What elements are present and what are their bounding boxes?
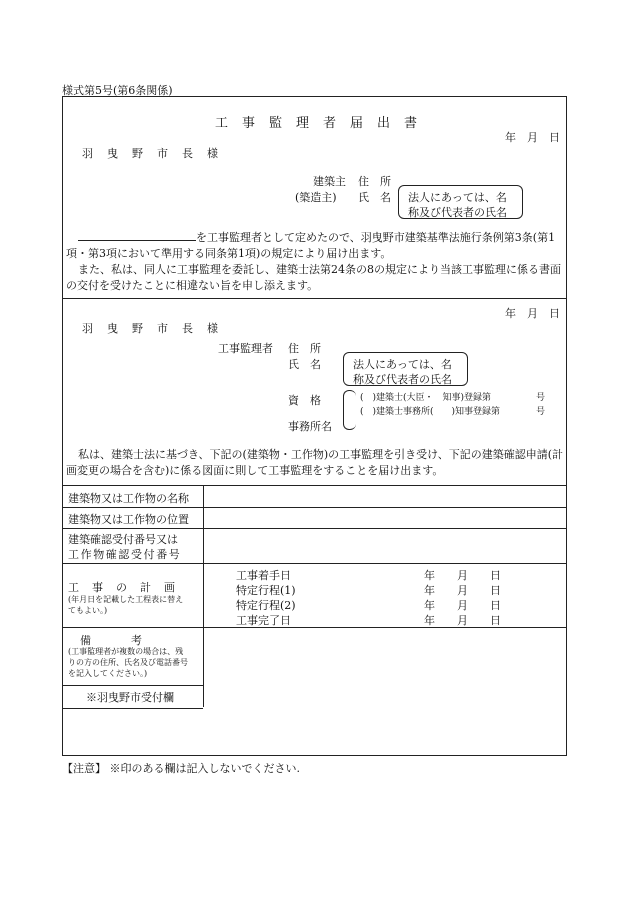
section-divider — [62, 298, 567, 299]
declaration-1: を工事監理者として定めたので、羽曳野市建築基準法施行条例第3条(第1項・第3項において準用する同条第1項)の規定により届け出ます。 — [66, 231, 556, 260]
footer-note: 【注意】 ※印のある欄は記入しないでください. — [62, 762, 300, 775]
schedule-stage2-date[interactable]: 年 月 日 — [424, 599, 501, 612]
supervisor-role: 工事監理者 — [218, 342, 273, 355]
qualification-line: ( )建築士(大臣・ 知事)登録第 号 — [360, 393, 546, 403]
remarks-field[interactable] — [210, 631, 560, 681]
qualification-label: 資 格 — [288, 394, 321, 407]
applicant-role-alt: (築造主) — [295, 191, 337, 204]
building-location-label: 建築物又は工作物の位置 — [68, 513, 189, 526]
schedule-start-date[interactable]: 年 月 日 — [424, 569, 501, 582]
plan-note-2: てもよい。) — [68, 606, 108, 615]
office-name-label: 事務所名 — [288, 420, 332, 433]
confirmation-number-field[interactable] — [210, 532, 560, 560]
schedule-stage2-label: 特定行程(2) — [236, 599, 296, 612]
corp-note-line-2: 称及び代表者の氏名 — [408, 206, 507, 219]
building-name-field[interactable] — [210, 489, 560, 505]
remarks-label: 備 考 — [80, 634, 148, 647]
receipt-label: ※羽曳野市受付欄 — [86, 691, 174, 704]
date-line: 年 月 日 — [505, 131, 560, 144]
form-number: 様式第5号(第6条関係) — [62, 84, 173, 97]
form-title: 工事監理者届出書 — [215, 116, 432, 131]
applicant-name-label: 氏 名 — [358, 191, 391, 204]
confirmation-number-label-2: 工作物確認受付番号 — [68, 548, 182, 561]
plan-note-1: (年月日を記載した工程表に替え — [68, 595, 184, 604]
section2-date-line: 年 月 日 — [505, 307, 560, 320]
building-location-field[interactable] — [210, 510, 560, 526]
table-column-divider — [203, 485, 204, 707]
schedule-stage1-label: 特定行程(1) — [236, 584, 296, 597]
construction-plan-label: 工 事 の 計 画 — [68, 581, 176, 594]
addressee: 羽曳野市長様 — [82, 147, 232, 160]
table-rule — [62, 563, 567, 564]
supervisor-name-label: 氏 名 — [288, 358, 321, 371]
applicant-address-label: 住 所 — [358, 175, 391, 188]
remarks-note-3: を記入してください。) — [68, 669, 148, 678]
section2-addressee: 羽曳野市長様 — [82, 322, 232, 335]
corp-note-line-1: 法人にあっては、名 — [408, 191, 507, 204]
building-name-label: 建築物又は工作物の名称 — [68, 492, 189, 505]
remarks-note-2: りの方の住所、氏名及び電話番号 — [68, 658, 188, 667]
qualification-bracket — [343, 390, 356, 430]
declaration-2: また、私は、同人に工事監理を委託し、建築士法第24条の8の規定により当該工事監理に係る書面の交付を受けたことに相違ない旨を申し添えます。 — [66, 263, 561, 292]
supervisor-name-blank[interactable] — [78, 230, 196, 241]
section2-declaration: 私は、建築士法に基づき、下記の(建築物・工作物)の工事監理を引き受け、下記の建築確認申請(計画変更の場合を含む)に係る図面に則して工事監理をすることを届け出ます。 — [66, 448, 563, 477]
table-rule — [62, 507, 567, 508]
supervisor-corp-note-2: 称及び代表者の氏名 — [353, 373, 452, 386]
remarks-note-1: (工事監理者が複数の場合は、残 — [68, 647, 184, 656]
schedule-complete-label: 工事完了日 — [236, 614, 291, 627]
applicant-role: 建築主 — [313, 175, 346, 188]
supervisor-address-label: 住 所 — [288, 342, 321, 355]
table-top — [62, 485, 567, 486]
supervisor-corp-note-1: 法人にあっては、名 — [353, 358, 452, 371]
confirmation-number-label-1: 建築確認受付番号又は — [68, 533, 178, 546]
schedule-complete-date[interactable]: 年 月 日 — [424, 614, 501, 627]
schedule-start-label: 工事着手日 — [236, 569, 291, 582]
schedule-stage1-date[interactable]: 年 月 日 — [424, 584, 501, 597]
table-rule — [62, 528, 567, 529]
office-registration-line: ( )建築士事務所( )知事登録第 号 — [360, 407, 546, 417]
